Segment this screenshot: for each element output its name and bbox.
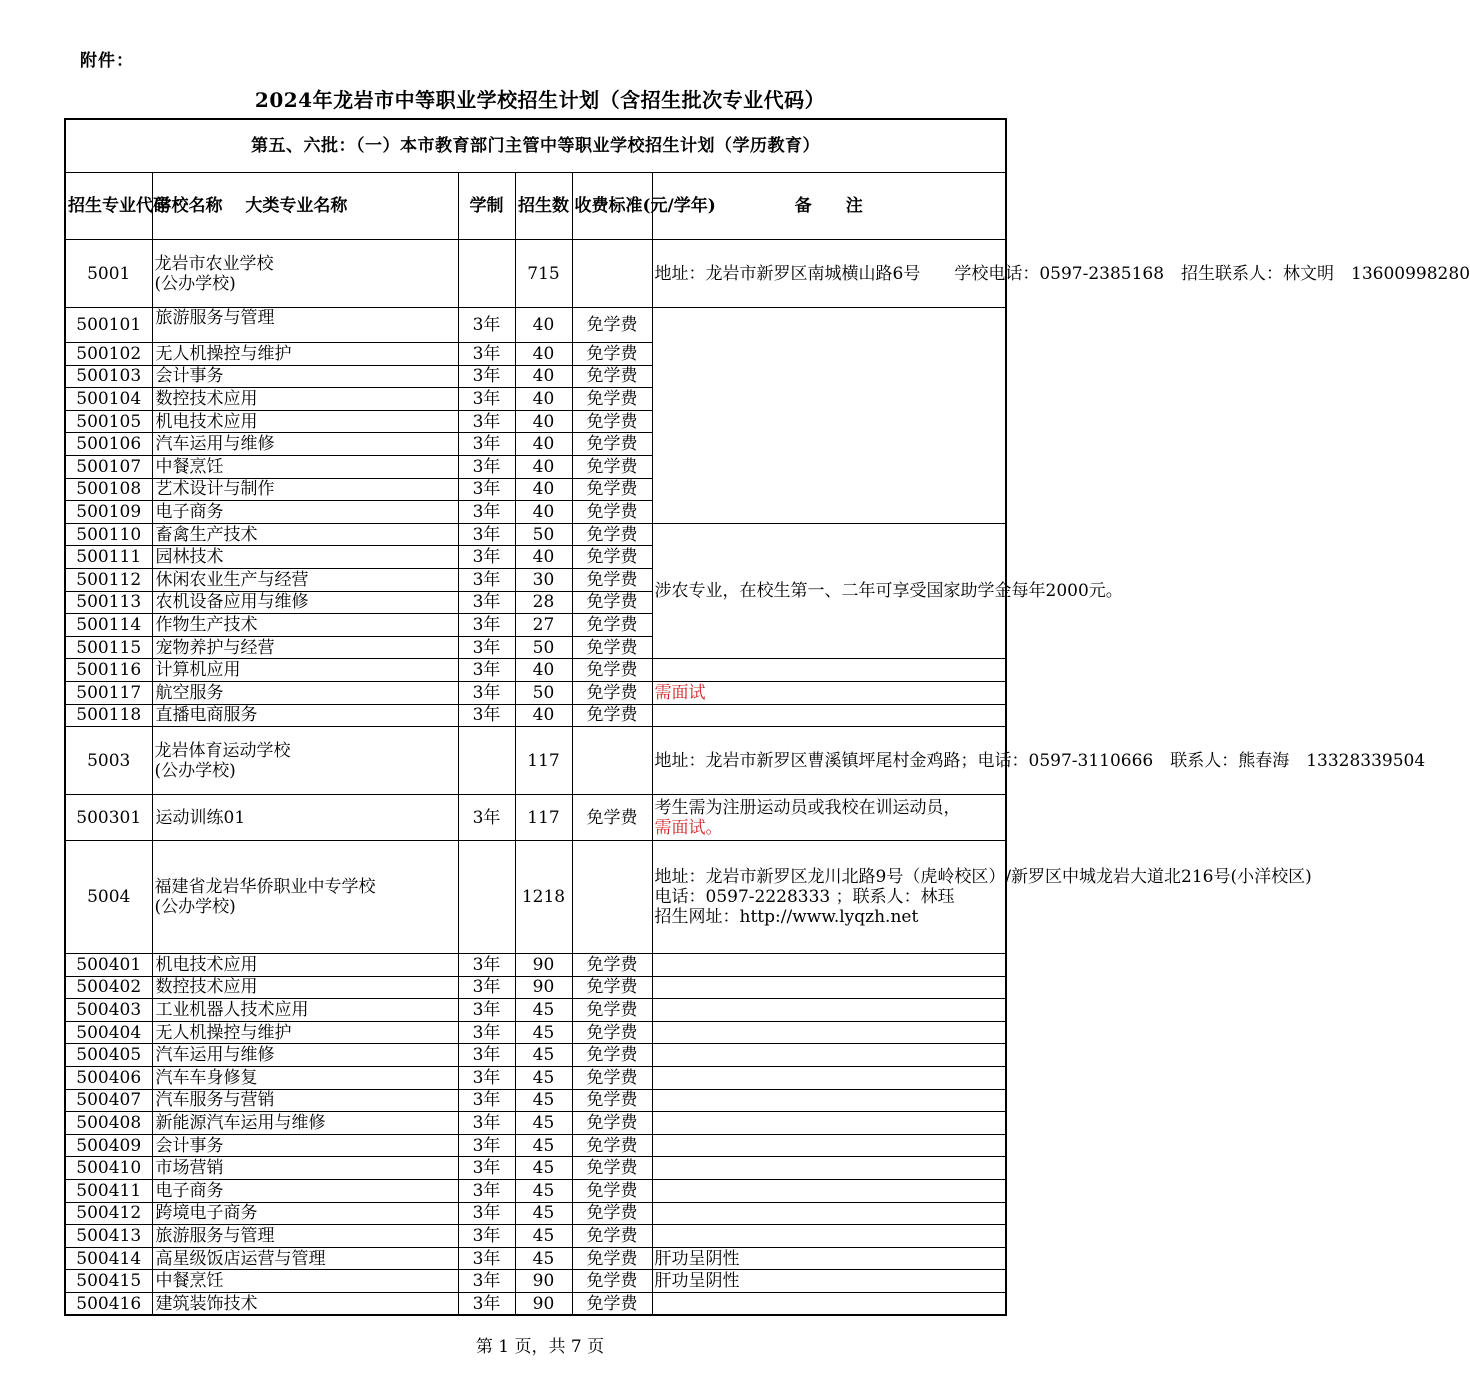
school-contact	[652, 841, 1312, 954]
major-fee: 免学费	[572, 523, 652, 546]
major-code: 500416	[65, 1293, 152, 1316]
header-count: 招生数	[515, 173, 572, 240]
school-fee-cell	[572, 727, 652, 795]
major-duration: 3年	[458, 455, 515, 478]
major-remark	[652, 1180, 1006, 1203]
major-fee: 免学费	[572, 1134, 652, 1157]
major-code: 500408	[65, 1112, 152, 1135]
major-count: 40	[515, 388, 572, 411]
major-count: 50	[515, 523, 572, 546]
major-duration: 3年	[458, 410, 515, 433]
major-duration: 3年	[458, 1089, 515, 1112]
major-code: 500103	[65, 365, 152, 388]
school-contact: 地址：龙岩市新罗区南城横山路6号 学校电话：0597-2385168 招生联系人：林文明 13600998280	[652, 240, 1006, 308]
table-row	[65, 1089, 1006, 1112]
major-code: 500101	[65, 308, 152, 343]
major-name: 航空服务	[152, 681, 458, 704]
major-name: 新能源汽车运用与维修	[152, 1112, 458, 1135]
major-duration: 3年	[458, 308, 515, 343]
major-remark	[652, 1089, 1006, 1112]
major-code: 500412	[65, 1202, 152, 1225]
major-duration: 3年	[458, 999, 515, 1022]
table-row	[65, 999, 1006, 1022]
major-name: 畜禽生产技术	[152, 523, 458, 546]
major-code: 500414	[65, 1247, 152, 1270]
contact-phone: 电话：0597-2228333 ；联系人：林珏	[654, 887, 955, 908]
major-count: 40	[515, 433, 572, 456]
major-fee: 免学费	[572, 1157, 652, 1180]
major-fee: 免学费	[572, 501, 652, 524]
major-fee: 免学费	[572, 365, 652, 388]
major-duration: 3年	[458, 614, 515, 637]
major-fee: 免学费	[572, 704, 652, 727]
major-fee: 免学费	[572, 343, 652, 366]
school-name-text: 福建省龙岩华侨职业中专学校	[154, 877, 376, 898]
major-remark	[652, 954, 1006, 977]
major-code: 500111	[65, 546, 152, 569]
major-count: 45	[515, 1112, 572, 1135]
major-duration: 3年	[458, 433, 515, 456]
major-duration: 3年	[458, 546, 515, 569]
major-fee: 免学费	[572, 954, 652, 977]
major-remark: 肝功呈阴性	[652, 1270, 1006, 1293]
major-duration: 3年	[458, 1202, 515, 1225]
sports-interview-note: 需面试。	[654, 817, 723, 838]
major-duration: 3年	[458, 1044, 515, 1067]
table-row	[65, 681, 1006, 704]
major-duration: 3年	[458, 1021, 515, 1044]
major-code: 500405	[65, 1044, 152, 1067]
major-code: 500107	[65, 455, 152, 478]
major-name: 艺术设计与制作	[152, 478, 458, 501]
major-fee: 免学费	[572, 1112, 652, 1135]
document-title: 2024年龙岩市中等职业学校招生计划（含招生批次专业代码）	[254, 88, 826, 112]
table-row	[65, 308, 1006, 343]
major-duration: 3年	[458, 1225, 515, 1248]
major-code: 500401	[65, 954, 152, 977]
major-count: 40	[515, 546, 572, 569]
major-name: 跨境电子商务	[152, 1202, 458, 1225]
major-code: 500105	[65, 410, 152, 433]
major-name: 汽车车身修复	[152, 1067, 458, 1090]
table-row	[65, 1247, 1006, 1270]
major-fee: 免学费	[572, 1247, 652, 1270]
table-row	[65, 1202, 1006, 1225]
major-count: 40	[515, 343, 572, 366]
major-remark	[652, 1134, 1006, 1157]
major-duration: 3年	[458, 1067, 515, 1090]
major-name: 无人机操控与维护	[152, 1021, 458, 1044]
school-row	[65, 727, 1006, 795]
major-name: 旅游服务与管理	[152, 308, 458, 343]
major-duration: 3年	[458, 976, 515, 999]
table-row	[65, 1293, 1006, 1316]
major-count: 40	[515, 659, 572, 682]
major-remark: 肝功呈阴性	[652, 1247, 1006, 1270]
school-name	[152, 240, 458, 308]
major-fee: 免学费	[572, 546, 652, 569]
header-duration: 学制	[458, 173, 515, 240]
header-row	[65, 173, 1006, 240]
major-fee: 免学费	[572, 999, 652, 1022]
major-name: 高星级饭店运营与管理	[152, 1247, 458, 1270]
major-count: 40	[515, 365, 572, 388]
major-fee: 免学费	[572, 388, 652, 411]
major-fee: 免学费	[572, 659, 652, 682]
major-fee: 免学费	[572, 410, 652, 433]
major-count: 45	[515, 1202, 572, 1225]
school-code: 5003	[65, 727, 152, 795]
major-remark	[652, 1225, 1006, 1248]
table-row	[65, 954, 1006, 977]
major-count: 45	[515, 1044, 572, 1067]
major-fee: 免学费	[572, 591, 652, 614]
major-duration: 3年	[458, 568, 515, 591]
major-duration: 3年	[458, 1293, 515, 1316]
major-fee: 免学费	[572, 1044, 652, 1067]
major-duration: 3年	[458, 1247, 515, 1270]
major-name: 建筑装饰技术	[152, 1293, 458, 1316]
major-duration: 3年	[458, 954, 515, 977]
major-fee: 免学费	[572, 455, 652, 478]
major-name: 中餐烹饪	[152, 1270, 458, 1293]
major-name: 中餐烹饪	[152, 455, 458, 478]
page-footer: 第 1 页，共 7 页	[475, 1337, 605, 1357]
major-count: 40	[515, 308, 572, 343]
major-count: 28	[515, 591, 572, 614]
major-duration: 3年	[458, 343, 515, 366]
table-row	[65, 523, 1006, 546]
major-name: 市场营销	[152, 1157, 458, 1180]
major-fee: 免学费	[572, 1021, 652, 1044]
table-row	[65, 704, 1006, 727]
major-count: 40	[515, 455, 572, 478]
major-remark	[652, 1293, 1006, 1316]
school-row	[65, 240, 1006, 308]
major-name: 作物生产技术	[152, 614, 458, 637]
section-title-row	[65, 119, 1006, 173]
school-fee-cell	[572, 841, 652, 954]
school-contact: 地址：龙岩市新罗区曹溪镇坪尾村金鸡路；电话：0597-3110666 联系人：熊春海 13328339504	[652, 727, 1006, 795]
major-name: 园林技术	[152, 546, 458, 569]
school-duration-cell	[458, 240, 515, 308]
major-code: 500413	[65, 1225, 152, 1248]
major-code: 500404	[65, 1021, 152, 1044]
major-count: 90	[515, 1293, 572, 1316]
major-duration: 3年	[458, 795, 515, 841]
major-fee: 免学费	[572, 433, 652, 456]
school-name	[152, 841, 458, 954]
major-name: 机电技术应用	[152, 410, 458, 433]
major-count: 27	[515, 614, 572, 637]
major-count: 45	[515, 1021, 572, 1044]
table-row	[65, 1270, 1006, 1293]
major-name: 休闲农业生产与经营	[152, 568, 458, 591]
school-name	[152, 727, 458, 795]
sports-remark	[652, 795, 1006, 841]
major-remark	[652, 976, 1006, 999]
major-code: 500102	[65, 343, 152, 366]
major-code: 500415	[65, 1270, 152, 1293]
major-name: 无人机操控与维护	[152, 343, 458, 366]
major-fee: 免学费	[572, 308, 652, 343]
header-code: 招生专业代码	[65, 173, 152, 240]
major-name: 旅游服务与管理	[152, 1225, 458, 1248]
major-duration: 3年	[458, 659, 515, 682]
major-code: 500108	[65, 478, 152, 501]
major-name: 运动训练01	[152, 795, 458, 841]
major-code: 500116	[65, 659, 152, 682]
major-name: 宠物养护与经营	[152, 636, 458, 659]
major-remark	[652, 1044, 1006, 1067]
major-duration: 3年	[458, 591, 515, 614]
major-remark	[652, 1112, 1006, 1135]
major-fee: 免学费	[572, 1180, 652, 1203]
major-count: 90	[515, 954, 572, 977]
major-code: 500301	[65, 795, 152, 841]
major-name: 工业机器人技术应用	[152, 999, 458, 1022]
enrollment-plan-table	[64, 118, 1470, 1316]
major-name: 会计事务	[152, 1134, 458, 1157]
major-count: 40	[515, 501, 572, 524]
contact-address: 地址：龙岩市新罗区龙川北路9号（虎岭校区）/新罗区中城龙岩大道北216号(小洋校区)	[654, 867, 1312, 888]
major-count: 50	[515, 636, 572, 659]
major-code: 500104	[65, 388, 152, 411]
major-name: 汽车服务与营销	[152, 1089, 458, 1112]
major-fee: 免学费	[572, 1270, 652, 1293]
major-count: 45	[515, 1247, 572, 1270]
major-fee: 免学费	[572, 478, 652, 501]
major-name: 计算机应用	[152, 659, 458, 682]
major-code: 500109	[65, 501, 152, 524]
table-row	[65, 1112, 1006, 1135]
major-duration: 3年	[458, 704, 515, 727]
major-code: 500118	[65, 704, 152, 727]
table-row	[65, 1134, 1006, 1157]
agri-subsidy-note: 涉农专业，在校生第一、二年可享受国家助学金每年2000元。	[652, 523, 1006, 659]
major-duration: 3年	[458, 501, 515, 524]
major-fee: 免学费	[572, 1202, 652, 1225]
major-count: 90	[515, 1270, 572, 1293]
table-body	[65, 119, 1470, 1315]
major-name: 农机设备应用与维修	[152, 591, 458, 614]
table-row	[65, 1157, 1006, 1180]
major-code: 500115	[65, 636, 152, 659]
major-name: 会计事务	[152, 365, 458, 388]
major-code: 500106	[65, 433, 152, 456]
sports-remark-text: 考生需为注册运动员或我校在训运动员，	[654, 797, 961, 818]
header-school-major: 学校名称 大类专业名称	[152, 173, 458, 240]
major-code: 500402	[65, 976, 152, 999]
major-code: 500110	[65, 523, 152, 546]
major-count: 117	[515, 795, 572, 841]
major-fee: 免学费	[572, 636, 652, 659]
table-row	[65, 1067, 1006, 1090]
school-name-text: 龙岩体育运动学校	[154, 740, 291, 761]
major-fee: 免学费	[572, 1089, 652, 1112]
major-count: 50	[515, 681, 572, 704]
section-title: 第五、六批：（一）本市教育部门主管中等职业学校招生计划（学历教育）	[65, 119, 1006, 173]
table-row	[65, 659, 1006, 682]
school-type: (公办学校)	[154, 273, 236, 294]
major-remark	[652, 1067, 1006, 1090]
major-count: 45	[515, 1089, 572, 1112]
major-count: 45	[515, 1180, 572, 1203]
major-fee: 免学费	[572, 681, 652, 704]
major-fee: 免学费	[572, 976, 652, 999]
major-count: 45	[515, 999, 572, 1022]
major-code: 500112	[65, 568, 152, 591]
school-type: (公办学校)	[154, 897, 236, 918]
major-duration: 3年	[458, 1157, 515, 1180]
major-count: 45	[515, 1225, 572, 1248]
major-duration: 3年	[458, 1134, 515, 1157]
school-total: 715	[515, 240, 572, 308]
major-count: 40	[515, 410, 572, 433]
table-row	[65, 976, 1006, 999]
major-code: 500406	[65, 1067, 152, 1090]
major-name: 汽车运用与维修	[152, 433, 458, 456]
major-name: 汽车运用与维修	[152, 1044, 458, 1067]
major-code: 500410	[65, 1157, 152, 1180]
school-duration-cell	[458, 841, 515, 954]
major-code: 500407	[65, 1089, 152, 1112]
major-duration: 3年	[458, 523, 515, 546]
major-duration: 3年	[458, 636, 515, 659]
remark-empty-cell	[652, 704, 1006, 727]
school-name-text: 龙岩市农业学校	[154, 253, 274, 274]
major-fee: 免学费	[572, 1225, 652, 1248]
table-row	[65, 1180, 1006, 1203]
major-count: 45	[515, 1134, 572, 1157]
interview-note: 需面试	[652, 681, 1006, 704]
major-duration: 3年	[458, 365, 515, 388]
major-name: 机电技术应用	[152, 954, 458, 977]
remark-empty-cell	[652, 659, 1006, 682]
table-row	[65, 1021, 1006, 1044]
remark-empty-cell	[652, 308, 1006, 524]
major-remark	[652, 999, 1006, 1022]
major-code: 500113	[65, 591, 152, 614]
table-row	[65, 1044, 1006, 1067]
major-duration: 3年	[458, 1112, 515, 1135]
header-remark: 备 注	[652, 173, 1006, 240]
school-duration-cell	[458, 727, 515, 795]
school-row	[65, 841, 1006, 954]
major-remark	[652, 1157, 1006, 1180]
major-fee: 免学费	[572, 568, 652, 591]
major-code: 500411	[65, 1180, 152, 1203]
school-code: 5004	[65, 841, 152, 954]
contact-website: 招生网址：http://www.lyqzh.net	[654, 907, 919, 928]
major-code: 500114	[65, 614, 152, 637]
major-count: 90	[515, 976, 572, 999]
major-name: 电子商务	[152, 1180, 458, 1203]
major-name: 电子商务	[152, 501, 458, 524]
major-fee: 免学费	[572, 1067, 652, 1090]
major-count: 40	[515, 704, 572, 727]
major-duration: 3年	[458, 1270, 515, 1293]
school-fee-cell	[572, 240, 652, 308]
major-duration: 3年	[458, 681, 515, 704]
school-type: (公办学校)	[154, 760, 236, 781]
school-total: 117	[515, 727, 572, 795]
major-duration: 3年	[458, 388, 515, 411]
major-count: 40	[515, 478, 572, 501]
major-count: 45	[515, 1067, 572, 1090]
table-row	[65, 1225, 1006, 1248]
major-code: 500403	[65, 999, 152, 1022]
header-fee: 收费标准(元/学年)	[572, 173, 652, 240]
major-fee: 免学费	[572, 795, 652, 841]
major-name: 数控技术应用	[152, 388, 458, 411]
major-duration: 3年	[458, 1180, 515, 1203]
major-code: 500409	[65, 1134, 152, 1157]
major-fee: 免学费	[572, 614, 652, 637]
school-code: 5001	[65, 240, 152, 308]
major-remark	[652, 1202, 1006, 1225]
major-code: 500117	[65, 681, 152, 704]
major-count: 45	[515, 1157, 572, 1180]
major-duration: 3年	[458, 478, 515, 501]
major-name: 直播电商服务	[152, 704, 458, 727]
table-row	[65, 795, 1006, 841]
major-name: 数控技术应用	[152, 976, 458, 999]
attachment-label: 附件：	[80, 51, 134, 71]
major-fee: 免学费	[572, 1293, 652, 1316]
school-total: 1218	[515, 841, 572, 954]
major-count: 30	[515, 568, 572, 591]
major-remark	[652, 1021, 1006, 1044]
